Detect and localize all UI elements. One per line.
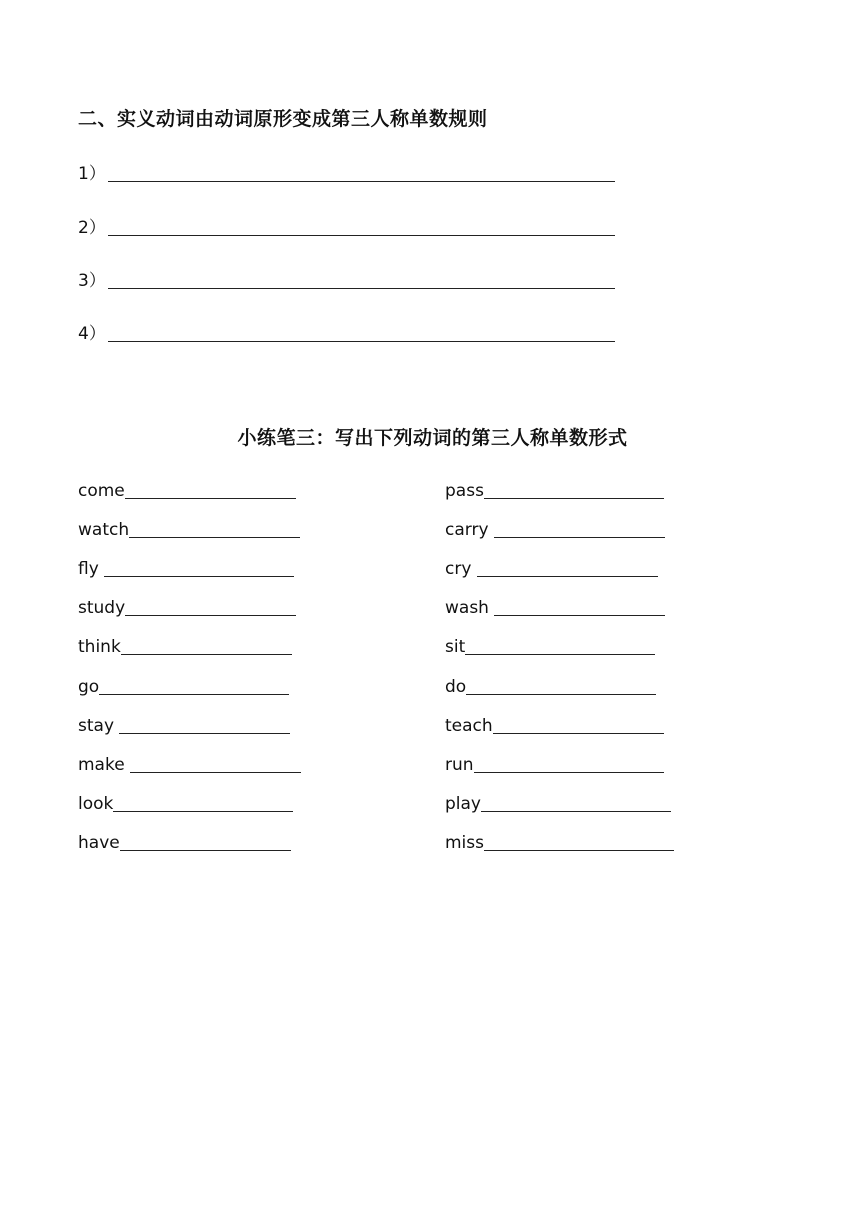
answer-blank[interactable] bbox=[484, 478, 664, 499]
word-item-cry bbox=[445, 556, 658, 580]
word-item-teach bbox=[445, 713, 664, 737]
answer-blank[interactable] bbox=[125, 478, 296, 499]
rule-number: 2） bbox=[78, 218, 106, 238]
answer-blank[interactable] bbox=[477, 556, 658, 577]
word-item-study bbox=[78, 595, 296, 619]
answer-blank[interactable] bbox=[466, 674, 656, 695]
answer-blank[interactable] bbox=[465, 634, 655, 655]
answer-blank[interactable] bbox=[474, 752, 664, 773]
word-label: think bbox=[78, 637, 121, 657]
word-item-do bbox=[445, 674, 656, 698]
word-item-think bbox=[78, 634, 292, 658]
answer-blank[interactable] bbox=[121, 634, 292, 655]
rule-line-4 bbox=[78, 318, 615, 344]
word-label: stay bbox=[78, 716, 120, 736]
word-label: miss bbox=[445, 833, 484, 853]
rule-blank[interactable] bbox=[108, 266, 615, 289]
word-label: sit bbox=[445, 637, 466, 657]
answer-blank[interactable] bbox=[493, 713, 664, 734]
word-item-stay bbox=[78, 713, 290, 737]
answer-blank[interactable] bbox=[113, 791, 293, 812]
answer-blank[interactable] bbox=[494, 595, 665, 616]
word-item-miss bbox=[445, 830, 674, 854]
word-label: play bbox=[445, 794, 481, 814]
rule-line-3 bbox=[78, 265, 615, 291]
word-item-have bbox=[78, 830, 291, 854]
section-title: 二、实义动词由动词原形变成第三人称单数规则 bbox=[78, 108, 488, 130]
rule-number: 1） bbox=[78, 164, 106, 184]
word-item-pass bbox=[445, 478, 664, 502]
exercise-title: 小练笔三：写出下列动词的第三人称单数形式 bbox=[237, 427, 628, 449]
word-label: carry bbox=[445, 520, 494, 540]
word-label: go bbox=[78, 677, 100, 697]
rule-blank[interactable] bbox=[108, 159, 615, 182]
answer-blank[interactable] bbox=[120, 830, 291, 851]
word-label: have bbox=[78, 833, 120, 853]
word-item-come bbox=[78, 478, 296, 502]
rule-blank[interactable] bbox=[108, 319, 615, 342]
word-label: come bbox=[78, 481, 125, 501]
rule-number: 3） bbox=[78, 271, 106, 291]
word-label: cry bbox=[445, 559, 477, 579]
word-item-sit bbox=[445, 634, 655, 658]
word-item-fly bbox=[78, 556, 294, 580]
rule-number: 4） bbox=[78, 324, 106, 344]
answer-blank[interactable] bbox=[481, 791, 671, 812]
answer-blank[interactable] bbox=[125, 595, 296, 616]
word-label: run bbox=[445, 755, 474, 775]
word-label: study bbox=[78, 598, 126, 618]
word-item-go bbox=[78, 674, 289, 698]
word-item-carry bbox=[445, 517, 665, 541]
word-item-look bbox=[78, 791, 293, 815]
answer-blank[interactable] bbox=[129, 517, 300, 538]
answer-blank[interactable] bbox=[104, 556, 294, 577]
word-item-run bbox=[445, 752, 664, 776]
word-label: pass bbox=[445, 481, 484, 501]
word-item-play bbox=[445, 791, 671, 815]
word-label: teach bbox=[445, 716, 493, 736]
word-item-make bbox=[78, 752, 301, 776]
word-label: wash bbox=[445, 598, 495, 618]
answer-blank[interactable] bbox=[494, 517, 665, 538]
word-label: fly bbox=[78, 559, 105, 579]
answer-blank[interactable] bbox=[484, 830, 674, 851]
answer-blank[interactable] bbox=[130, 752, 301, 773]
word-label: do bbox=[445, 677, 467, 697]
rule-line-2 bbox=[78, 212, 615, 238]
word-label: make bbox=[78, 755, 131, 775]
word-item-watch bbox=[78, 517, 300, 541]
rule-blank[interactable] bbox=[108, 213, 615, 236]
word-item-wash bbox=[445, 595, 665, 619]
word-label: watch bbox=[78, 520, 130, 540]
answer-blank[interactable] bbox=[119, 713, 290, 734]
word-label: look bbox=[78, 794, 114, 814]
rule-line-1 bbox=[78, 158, 615, 184]
answer-blank[interactable] bbox=[99, 674, 289, 695]
